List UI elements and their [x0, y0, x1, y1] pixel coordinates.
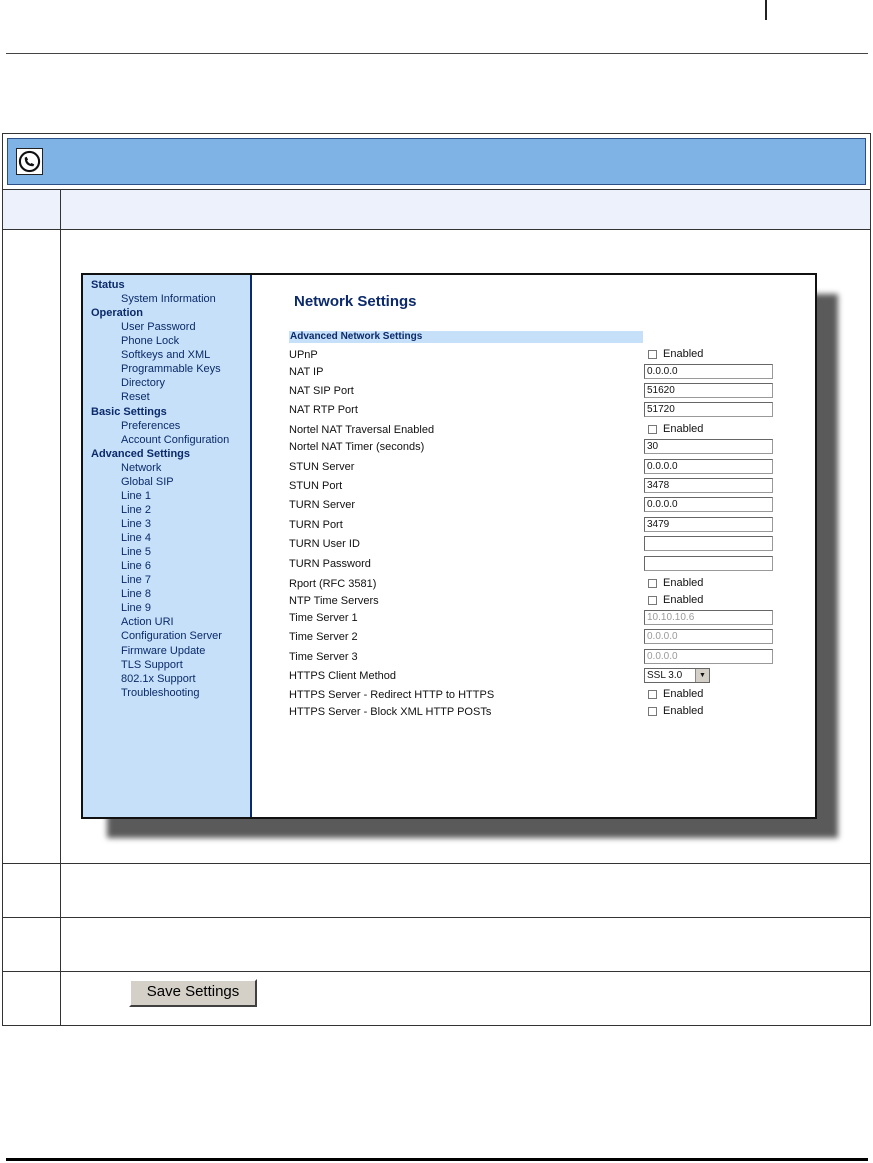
checkbox-box[interactable] — [648, 425, 657, 434]
nortel-nat-traversal-enabled-label: Nortel NAT Traversal Enabled — [289, 424, 435, 436]
sidebar-item-tls-support[interactable]: TLS Support — [121, 659, 183, 671]
sidebar-item-line-1[interactable]: Line 1 — [121, 490, 151, 502]
ntp-time-servers-checkbox[interactable] — [648, 594, 703, 606]
nat-sip-port-label: NAT SIP Port — [289, 385, 354, 397]
sidebar-item-user-password[interactable]: User Password — [121, 321, 196, 333]
checkbox-box[interactable] — [648, 579, 657, 588]
sidebar-item-line-4[interactable]: Line 4 — [121, 532, 151, 544]
checkbox-box[interactable] — [648, 707, 657, 716]
sidebar-item-troubleshooting[interactable]: Troubleshooting — [121, 687, 200, 699]
sidebar-item-advanced-settings[interactable]: Advanced Settings — [91, 448, 191, 460]
sidebar-item-preferences[interactable]: Preferences — [121, 420, 181, 432]
sidebar-item-operation[interactable]: Operation — [91, 307, 143, 319]
rport-rfc-3581-label: Rport (RFC 3581) — [289, 578, 377, 590]
enabled-label: Enabled — [663, 423, 704, 435]
checkbox-box[interactable] — [648, 690, 657, 699]
sidebar-item-line-7[interactable]: Line 7 — [121, 574, 151, 586]
sidebar-nav — [83, 275, 252, 817]
sidebar-item-802-1x-support[interactable]: 802.1x Support — [121, 673, 196, 685]
nat-ip-label: NAT IP — [289, 366, 324, 378]
step-number-cell — [3, 972, 61, 1025]
step-body-cell — [61, 864, 870, 917]
nat-ip-input[interactable]: 0.0.0.0 — [644, 364, 773, 379]
sidebar-item-phone-lock[interactable]: Phone Lock — [121, 335, 180, 347]
step-row — [3, 918, 870, 972]
https-server-block-xml-http-posts-checkbox[interactable] — [648, 705, 703, 717]
https-client-method-label: HTTPS Client Method — [289, 670, 396, 682]
step-row-save — [3, 972, 870, 1026]
step-body-cell — [61, 918, 870, 971]
https-server-redirect-http-to-https-checkbox[interactable] — [648, 688, 703, 700]
sidebar-item-basic-settings[interactable]: Basic Settings — [91, 406, 167, 418]
sidebar-item-line-2[interactable]: Line 2 — [121, 504, 151, 516]
enabled-label: Enabled — [663, 348, 704, 360]
time-server-2-input: 0.0.0.0 — [644, 629, 773, 644]
header-rule — [6, 53, 868, 54]
time-server-3-label: Time Server 3 — [289, 651, 358, 663]
sidebar-item-line-8[interactable]: Line 8 — [121, 588, 151, 600]
sidebar-item-line-9[interactable]: Line 9 — [121, 602, 151, 614]
nat-sip-port-input[interactable]: 51620 — [644, 383, 773, 398]
time-server-1-input: 10.10.10.6 — [644, 610, 773, 625]
enabled-label: Enabled — [663, 577, 704, 589]
turn-user-id-input[interactable] — [644, 536, 773, 551]
ntp-time-servers-label: NTP Time Servers — [289, 595, 379, 607]
sidebar-item-firmware-update[interactable]: Firmware Update — [121, 645, 206, 657]
sidebar-item-directory[interactable]: Directory — [121, 377, 166, 389]
https-server-block-xml-http-posts-label: HTTPS Server - Block XML HTTP POSTs — [289, 706, 492, 718]
save-settings-button[interactable]: Save Settings — [129, 979, 257, 1007]
turn-user-id-label: TURN User ID — [289, 538, 360, 550]
nortel-nat-traversal-enabled-checkbox[interactable] — [648, 423, 703, 435]
sidebar-item-line-6[interactable]: Line 6 — [121, 560, 151, 572]
step-body-cell — [61, 972, 870, 1025]
nat-rtp-port-label: NAT RTP Port — [289, 404, 358, 416]
sidebar-item-status[interactable]: Status — [91, 279, 125, 291]
stun-server-input[interactable]: 0.0.0.0 — [644, 459, 773, 474]
section-header: Advanced Network Settings — [289, 331, 643, 343]
step-number-cell — [3, 918, 61, 971]
phone-ui-banner-frame — [2, 133, 871, 190]
turn-server-label: TURN Server — [289, 499, 356, 511]
nat-rtp-port-input[interactable]: 51720 — [644, 402, 773, 417]
sidebar-item-reset[interactable]: Reset — [121, 391, 150, 403]
turn-server-input[interactable]: 0.0.0.0 — [644, 497, 773, 512]
phone-ui-banner — [7, 138, 866, 185]
sidebar-item-system-information[interactable]: System Information — [121, 293, 216, 305]
sidebar-item-global-sip[interactable]: Global SIP — [121, 476, 174, 488]
step-row — [3, 864, 870, 918]
turn-port-label: TURN Port — [289, 519, 343, 531]
time-server-3-input: 0.0.0.0 — [644, 649, 773, 664]
sidebar-item-action-uri[interactable]: Action URI — [121, 616, 174, 628]
footer-rule — [6, 1158, 868, 1161]
action-column-header — [61, 190, 870, 229]
network-settings-panel — [254, 275, 815, 817]
stun-server-label: STUN Server — [289, 461, 355, 473]
turn-password-label: TURN Password — [289, 558, 371, 570]
step-number-cell — [3, 230, 61, 863]
turn-password-input[interactable] — [644, 556, 773, 571]
nortel-nat-timer-seconds-label: Nortel NAT Timer (seconds) — [289, 441, 425, 453]
sidebar-item-line-3[interactable]: Line 3 — [121, 518, 151, 530]
https-server-redirect-http-to-https-label: HTTPS Server - Redirect HTTP to HTTPS — [289, 689, 495, 701]
https-client-method-select[interactable] — [644, 668, 710, 683]
enabled-label: Enabled — [663, 594, 704, 606]
chevron-down-icon[interactable]: ▼ — [695, 669, 709, 682]
sidebar-item-configuration-server[interactable]: Configuration Server — [121, 630, 222, 642]
web-ui-screenshot — [81, 273, 817, 819]
enabled-label: Enabled — [663, 688, 704, 700]
page-title: Network Settings — [294, 293, 417, 310]
sidebar-item-softkeys-and-xml[interactable]: Softkeys and XML — [121, 349, 211, 361]
sidebar-item-account-configuration[interactable]: Account Configuration — [121, 434, 230, 446]
sidebar-item-programmable-keys[interactable]: Programmable Keys — [121, 363, 221, 375]
nortel-nat-timer-seconds-input[interactable]: 30 — [644, 439, 773, 454]
sidebar-item-line-5[interactable]: Line 5 — [121, 546, 151, 558]
select-value: SSL 3.0 — [647, 670, 683, 681]
rport-rfc-3581-checkbox[interactable] — [648, 577, 703, 589]
phone-icon — [16, 148, 43, 175]
checkbox-box[interactable] — [648, 596, 657, 605]
time-server-2-label: Time Server 2 — [289, 631, 358, 643]
header-tick-mark — [765, 0, 767, 20]
enabled-label: Enabled — [663, 705, 704, 717]
sidebar-item-network[interactable]: Network — [121, 462, 162, 474]
time-server-1-label: Time Server 1 — [289, 612, 358, 624]
checkbox-box[interactable] — [648, 350, 657, 359]
stun-port-input[interactable]: 3478 — [644, 478, 773, 493]
step-column-header — [3, 190, 61, 229]
upnp-checkbox[interactable] — [648, 348, 703, 360]
steps-table-header — [3, 190, 870, 230]
upnp-label: UPnP — [289, 349, 318, 361]
stun-port-label: STUN Port — [289, 480, 343, 492]
step-number-cell — [3, 864, 61, 917]
turn-port-input[interactable]: 3479 — [644, 517, 773, 532]
